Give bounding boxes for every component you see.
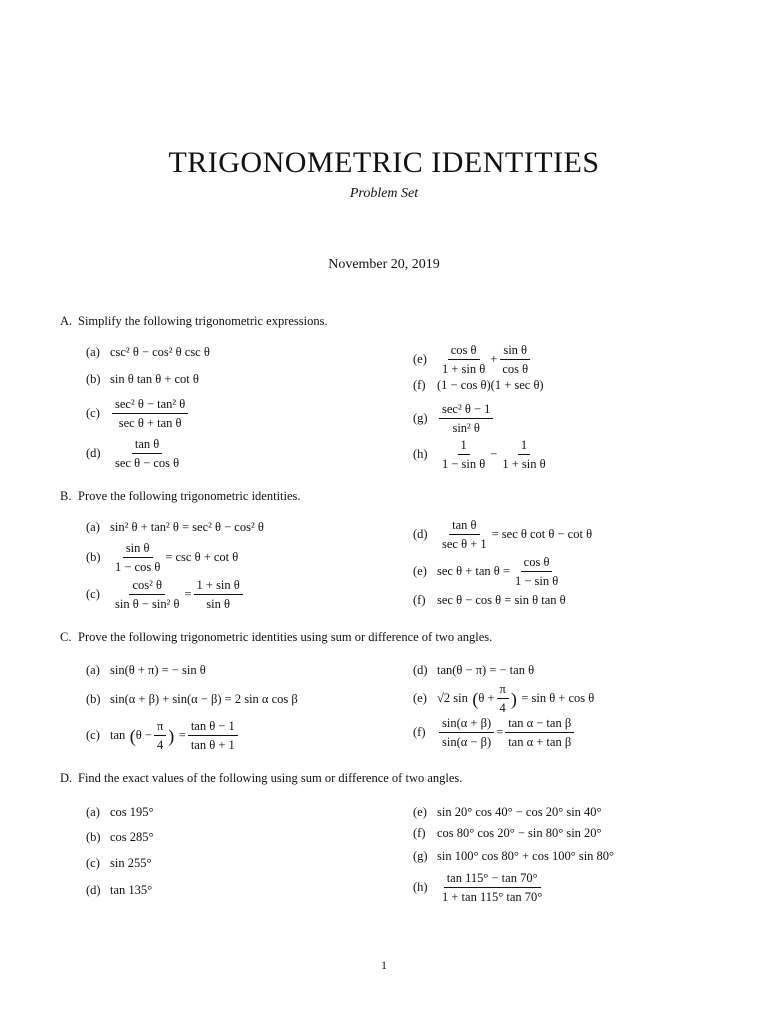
page-title: TRIGONOMETRIC IDENTITIES — [168, 146, 600, 179]
right-paren: ) — [510, 688, 522, 709]
page-number: 1 — [381, 958, 387, 972]
section-a-heading — [60, 314, 328, 329]
problem-d-h: (h) $\frac{\tan 115^\circ - \tan 70^\circ}{1 + \tan 115^\circ \tan 70^\circ}$ — [413, 871, 543, 904]
problem-b-e: (e) sec θ + tan θ = $\frac{\text{cos θ}}{\text{1 − sin θ}}$ — [413, 555, 559, 588]
fraction: $\frac{\text{sec² θ − tan² θ}}{\text{sec θ + tan θ}}$ — [112, 396, 188, 431]
problem-b-c: (c) $\frac{\text{cos² θ}}{\text{sin θ − sin² θ}}$ = $\frac{\text{1 + sin θ}}{\text{sin θ}}$ — [86, 577, 245, 612]
problem-c-f: (f) $\frac{\sin(\alpha + \beta)}{\sin(\alpha - \beta)}$ = $\frac{\text{tan α − tan β}}{\text{tan α + tan β}}$ — [413, 715, 576, 750]
section-c-heading: C. Prove the following trigonometric identities using sum or difference of two angles. — [60, 630, 493, 644]
left-paren: ( — [467, 688, 479, 709]
problem-a-c: (c) $\frac{\text{sec² θ − tan² θ}}{\text{sec θ + tan θ}}$ — [86, 396, 190, 431]
problem-d-g: (g) sin 100° cos 80° + cos 100° sin 80° — [413, 849, 615, 863]
problem-d-a: (a) cos 195° — [86, 805, 154, 819]
problem-d-d: (d) tan 135° — [86, 883, 153, 897]
problem-a-h: (h) $\frac{1}{\text{1 − sin θ}}$ − $\frac{1}{\text{1 + sin θ}}$ — [413, 438, 546, 471]
section-instruction: Simplify the following trigonometric expressions. — [78, 314, 328, 328]
problem-b-f: (f) sec θ − cos θ = sin θ tan θ — [413, 593, 566, 607]
document-date: November 20, 2019 — [328, 257, 440, 272]
problem-d-b: (b) cos 285° — [86, 830, 154, 844]
problem-d-e: (e) sin 20° cos 40° − cos 20° sin 40° — [413, 805, 602, 819]
problem-c-b: (b) sin(α + β) + sin(α − β) = 2 sin α cos β — [86, 692, 298, 706]
problem-b-b: (b) $\frac{\text{sin θ}}{\text{1 − cos θ}}$ = csc θ + cot θ — [86, 541, 239, 574]
problem-c-c: (c) tan ( θ − $\frac{\pi}{4}$ ) = $\frac{\text{tan θ − 1}}{\text{tan θ + 1}}$ — [86, 718, 240, 753]
section-b-heading: B. Prove the following trigonometric identities. — [60, 489, 301, 503]
problem-b-d: (d) $\frac{\text{tan θ}}{\text{sec θ + 1}}$ = sec θ cot θ − cot θ — [413, 518, 593, 551]
problem-c-a: (a) sin(θ + π) = − sin θ — [86, 663, 206, 677]
left-paren: ( — [125, 725, 136, 746]
section-d-heading: D. Find the exact values of the following using sum or difference of two angles. — [60, 771, 463, 785]
problem-c-d: (d) tan(θ − π) = − tan θ — [413, 663, 535, 677]
problem-c-e: (e) √2 sin ( θ + $\frac{\pi}{4}$ ) = sin θ + cos θ — [413, 682, 595, 715]
fraction: $\frac{\text{tan θ}}{\text{sec θ − cos θ}}$ — [115, 437, 180, 470]
problem-d-c: (c) sin 255° — [86, 856, 152, 870]
problem-a-g: (g) $\frac{\text{sec² θ − 1}}{\text{sin² θ}}$ — [413, 401, 495, 436]
problem-a-e: (e) $\frac{\text{cos θ}}{\text{1 + sin θ}}$ + $\frac{\text{sin θ}}{\text{cos θ}}$ — [413, 343, 529, 376]
page-subtitle: Problem Set — [349, 186, 419, 201]
problem-a-a: (a) csc² θ − cos² θ csc θ — [86, 345, 210, 359]
problem-a-b: (b) sin θ tan θ + cot θ — [86, 372, 199, 386]
problem-d-f: (f) cos 80° cos 20° − sin 80° sin 20° — [413, 826, 602, 840]
section-letter: A. — [60, 314, 73, 328]
problem-b-a: (a) sin² θ + tan² θ = sec² θ − cos² θ — [86, 520, 264, 534]
right-paren: ) — [168, 725, 179, 746]
problem-a-f: (f) (1 − cos θ)(1 + sec θ) — [413, 378, 544, 392]
problem-a-d: (d) $\frac{\text{tan θ}}{\text{sec θ − cos θ}}$ — [86, 436, 184, 471]
